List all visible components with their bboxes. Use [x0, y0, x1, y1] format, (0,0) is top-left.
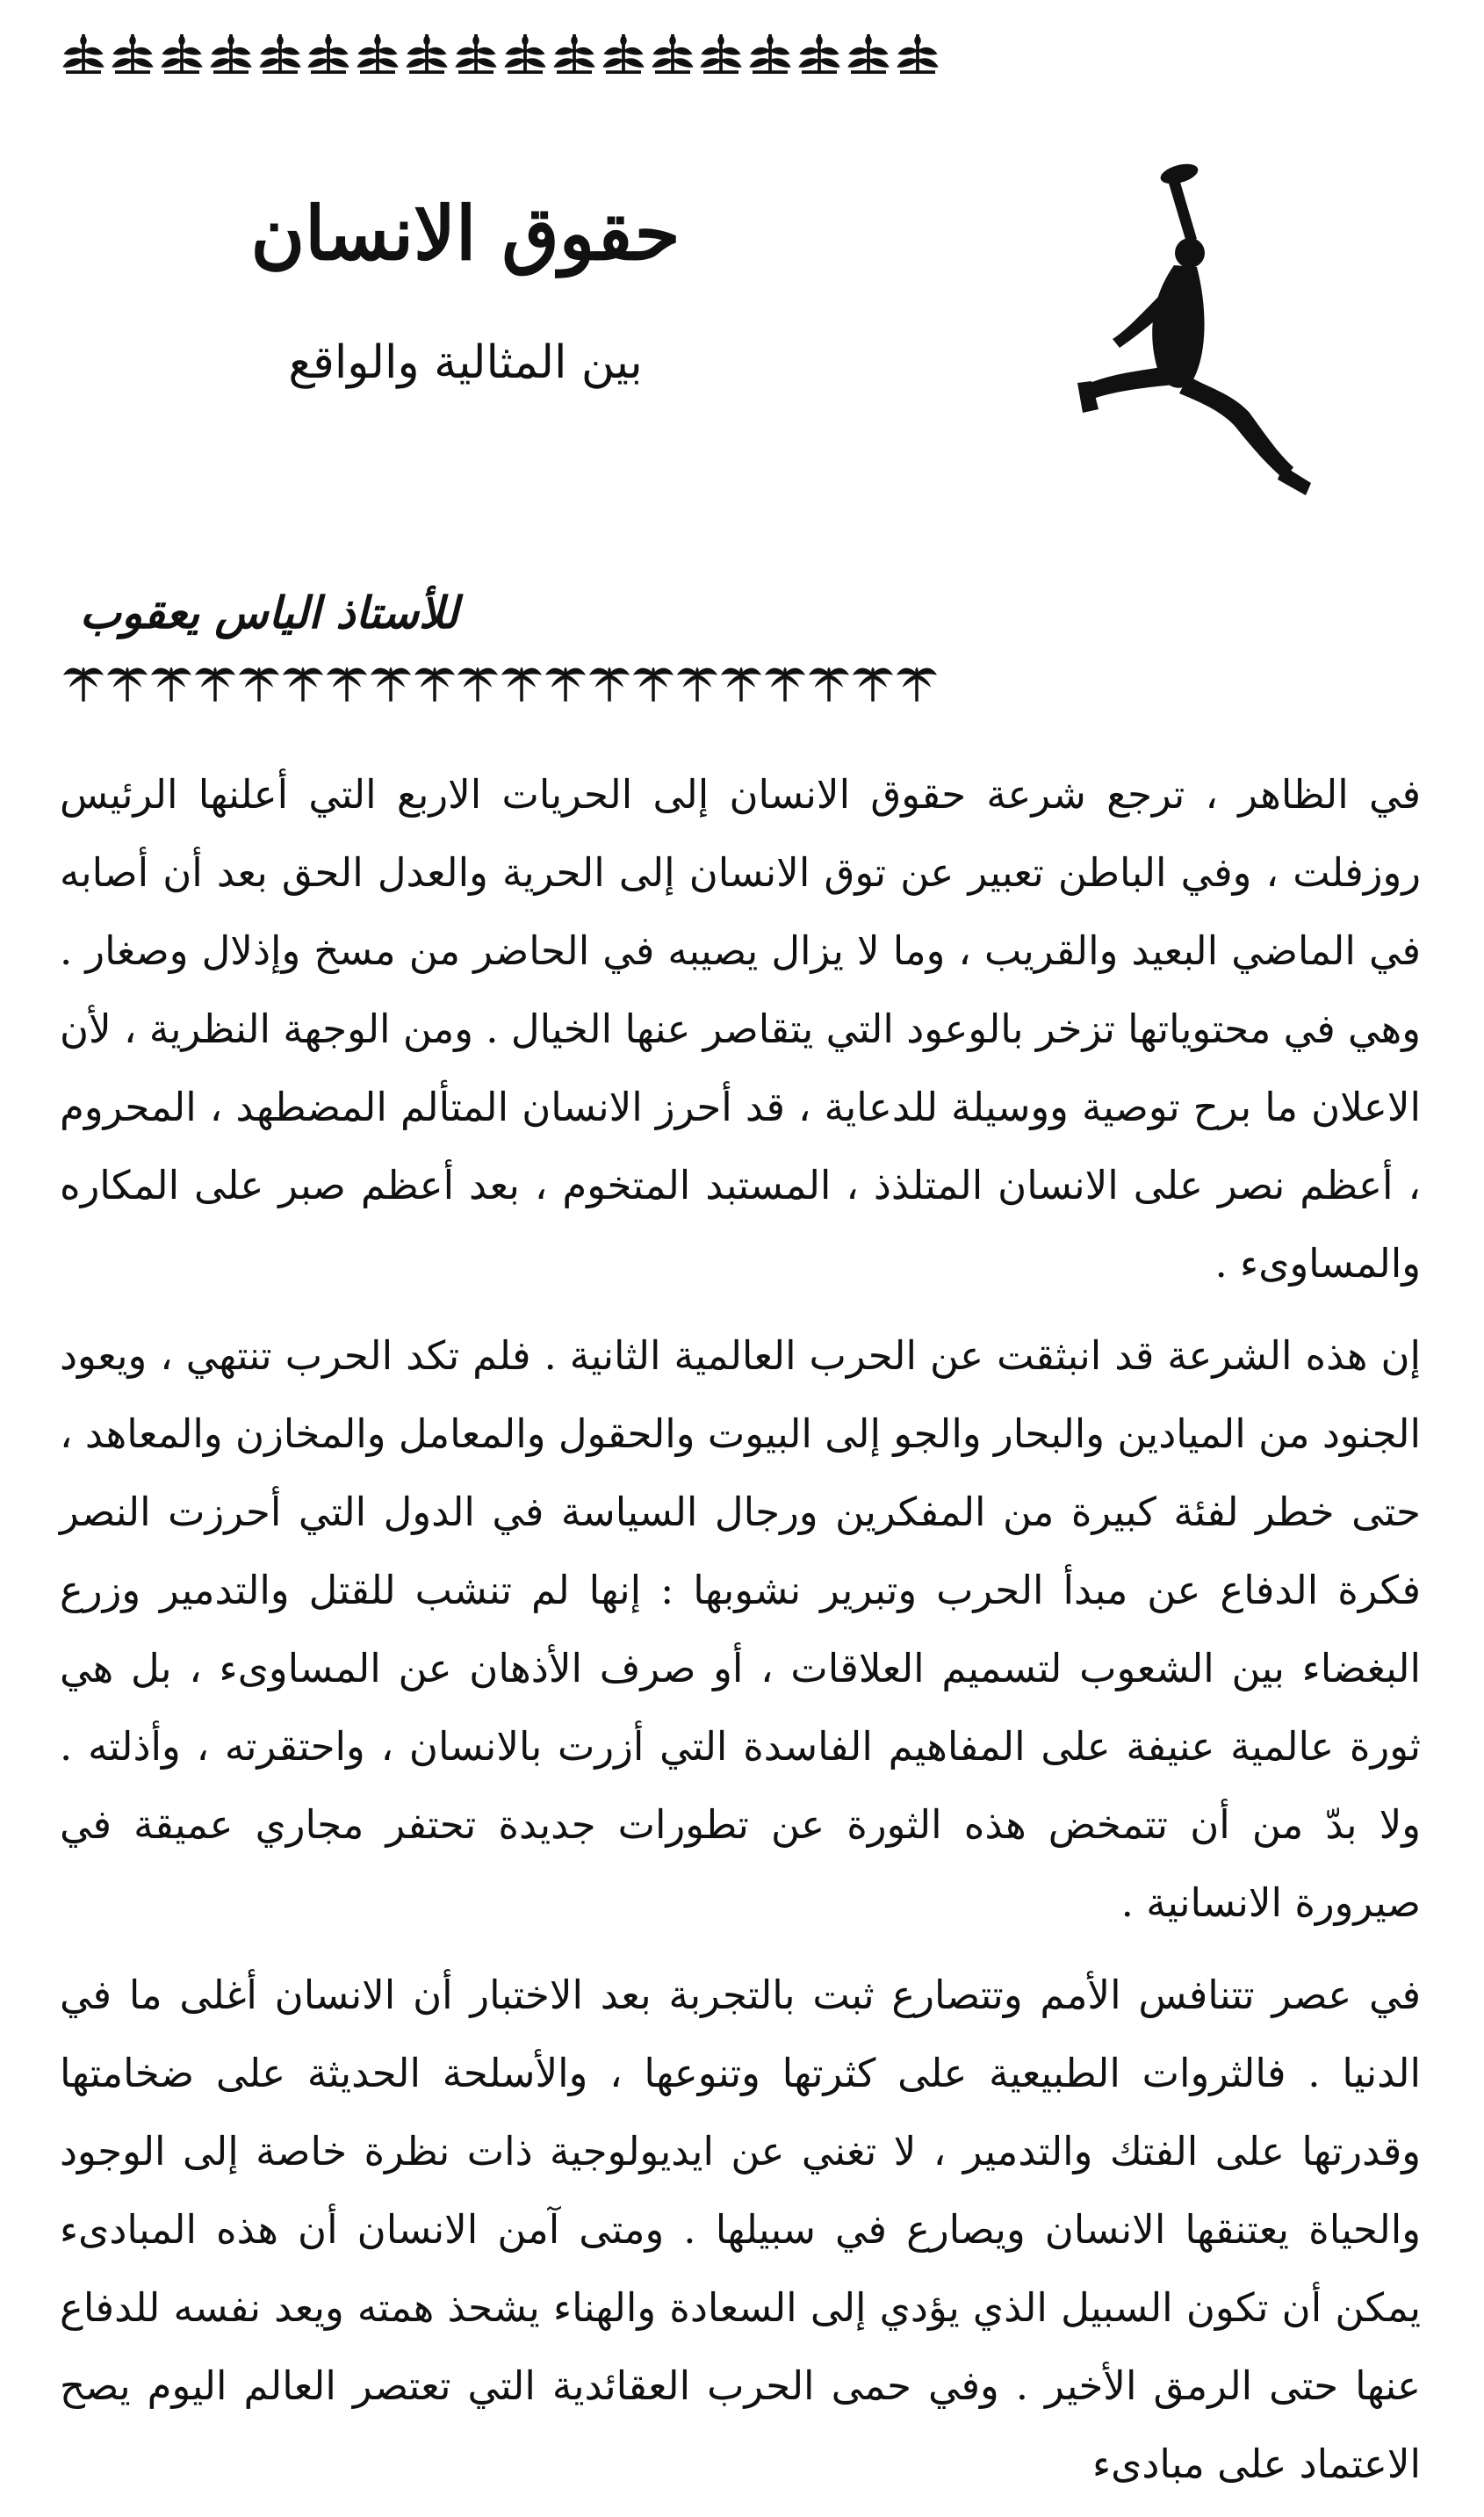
- running-figure-icon: [1076, 158, 1313, 501]
- palm-sprig-icon: [633, 663, 674, 703]
- palm-sprig-icon: [501, 663, 542, 703]
- palm-sprig-icon: [371, 663, 411, 703]
- wheat-sprig-icon: [111, 30, 155, 74]
- wheat-sprig-icon: [896, 30, 940, 74]
- wheat-sprig-icon: [748, 30, 792, 74]
- palm-sprig-icon: [897, 663, 937, 703]
- article-subtitle: بين المثالية والواقع: [288, 336, 643, 389]
- palm-sprig-icon: [809, 663, 849, 703]
- palm-sprig-icon: [765, 663, 805, 703]
- wheat-sprig-icon: [61, 30, 105, 74]
- article-title: حقوق الانسان: [250, 190, 681, 277]
- wheat-sprig-icon: [651, 30, 695, 74]
- article-author: للأستاذ الياس يعقوب: [79, 587, 458, 638]
- palm-sprig-icon: [239, 663, 279, 703]
- wheat-sprig-icon: [454, 30, 498, 74]
- palm-sprig-icon: [545, 663, 586, 703]
- wheat-sprig-icon: [306, 30, 350, 74]
- palm-sprig-icon: [414, 663, 455, 703]
- wheat-sprig-icon: [209, 30, 253, 74]
- palm-sprig-icon: [589, 663, 630, 703]
- top-ornament-border: [61, 19, 940, 74]
- wheat-sprig-icon: [356, 30, 400, 74]
- palm-sprig-icon: [195, 663, 235, 703]
- wheat-sprig-icon: [552, 30, 596, 74]
- palm-sprig-icon: [721, 663, 761, 703]
- wheat-sprig-icon: [160, 30, 204, 74]
- wheat-sprig-icon: [503, 30, 547, 74]
- palm-sprig-icon: [457, 663, 498, 703]
- palm-sprig-icon: [107, 663, 148, 703]
- article-paragraph: في الظاهر ، ترجع شرعة حقوق الانسان إلى الحريات الاربع التي أعلنها الرئيس روزفلت ، وفي الباطن تعبير عن توق الانسان إلى الحرية والعدل الحق بعد أن أصابه في الماضي البعيد والقريب ، وما لا يزال يصيبه في الحاضر من مسخ وإذلال وصغار . وهي في محتوياتها تزخر بالوعود التي يتقاصر عنها الخيال . ومن الوجهة النظرية ، لأن الاعلان ما برح توصية ووسيلة للدعاية ، قد أحرز الانسان المتألم المضطهد ، المحروم ، أعظم نصر على الانسان المتلذذ ، المستبد المتخوم ، بعد أعظم صبر على المكاره والمساوىء .: [60, 771, 1421, 1287]
- wheat-sprig-icon: [846, 30, 890, 74]
- wheat-sprig-icon: [699, 30, 743, 74]
- wheat-sprig-icon: [797, 30, 841, 74]
- article-body: [60, 755, 1421, 2517]
- wheat-sprig-icon: [258, 30, 302, 74]
- wheat-sprig-icon: [405, 30, 449, 74]
- palm-sprig-icon: [327, 663, 367, 703]
- palm-sprig-icon: [63, 663, 104, 703]
- palm-sprig-icon: [853, 663, 893, 703]
- divider-ornament-border: [63, 654, 937, 703]
- palm-sprig-icon: [283, 663, 323, 703]
- article-paragraph: إن هذه الشرعة قد انبثقت عن الحرب العالمية الثانية . فلم تكد الحرب تنتهي ، ويعود الجنود من الميادين والبحار والجو إلى البيوت والحقول والمعامل والمخازن والمعاهد ، حتى خطر لفئة كبيرة من المفكرين ورجال السياسة في الدول التي أحرزت النصر فكرة الدفاع عن مبدأ الحرب وتبرير نشوبها : إنها لم تنشب للقتل والتدمير وزرع البغضاء بين الشعوب لتسميم العلاقات ، أو صرف الأذهان عن المساوىء ، بل هي ثورة عالمية عنيفة على المفاهيم الفاسدة التي أزرت بالانسان ، واحتقرته ، وأذلته . ولا بدّ من أن تتمخض هذه الثورة عن تطورات جديدة تحتفر مجاري عميقة في صيرورة الانسانية .: [60, 1332, 1421, 1926]
- palm-sprig-icon: [677, 663, 717, 703]
- wheat-sprig-icon: [602, 30, 645, 74]
- palm-sprig-icon: [151, 663, 191, 703]
- article-paragraph: في عصر تتنافس الأمم وتتصارع ثبت بالتجربة بعد الاختبار أن الانسان أغلى ما في الدنيا . فالثروات الطبيعية على كثرتها وتنوعها ، والأسلحة الحديثة على ضخامتها وقدرتها على الفتك والتدمير ، لا تغني عن ايديولوجية ذات نظرة خاصة إلى الوجود والحياة يعتنقها الانسان ويصارع في سبيلها . ومتى آمن الانسان أن هذه المبادىء يمكن أن تكون السبيل الذي يؤدي إلى السعادة والهناء يشحذ همته ويعد نفسه للدفاع عنها حتى الرمق الأخير . وفي حمى الحرب العقائدية التي تعتصر العالم اليوم يصح الاعتماد على مبادىء: [60, 1972, 1421, 2487]
